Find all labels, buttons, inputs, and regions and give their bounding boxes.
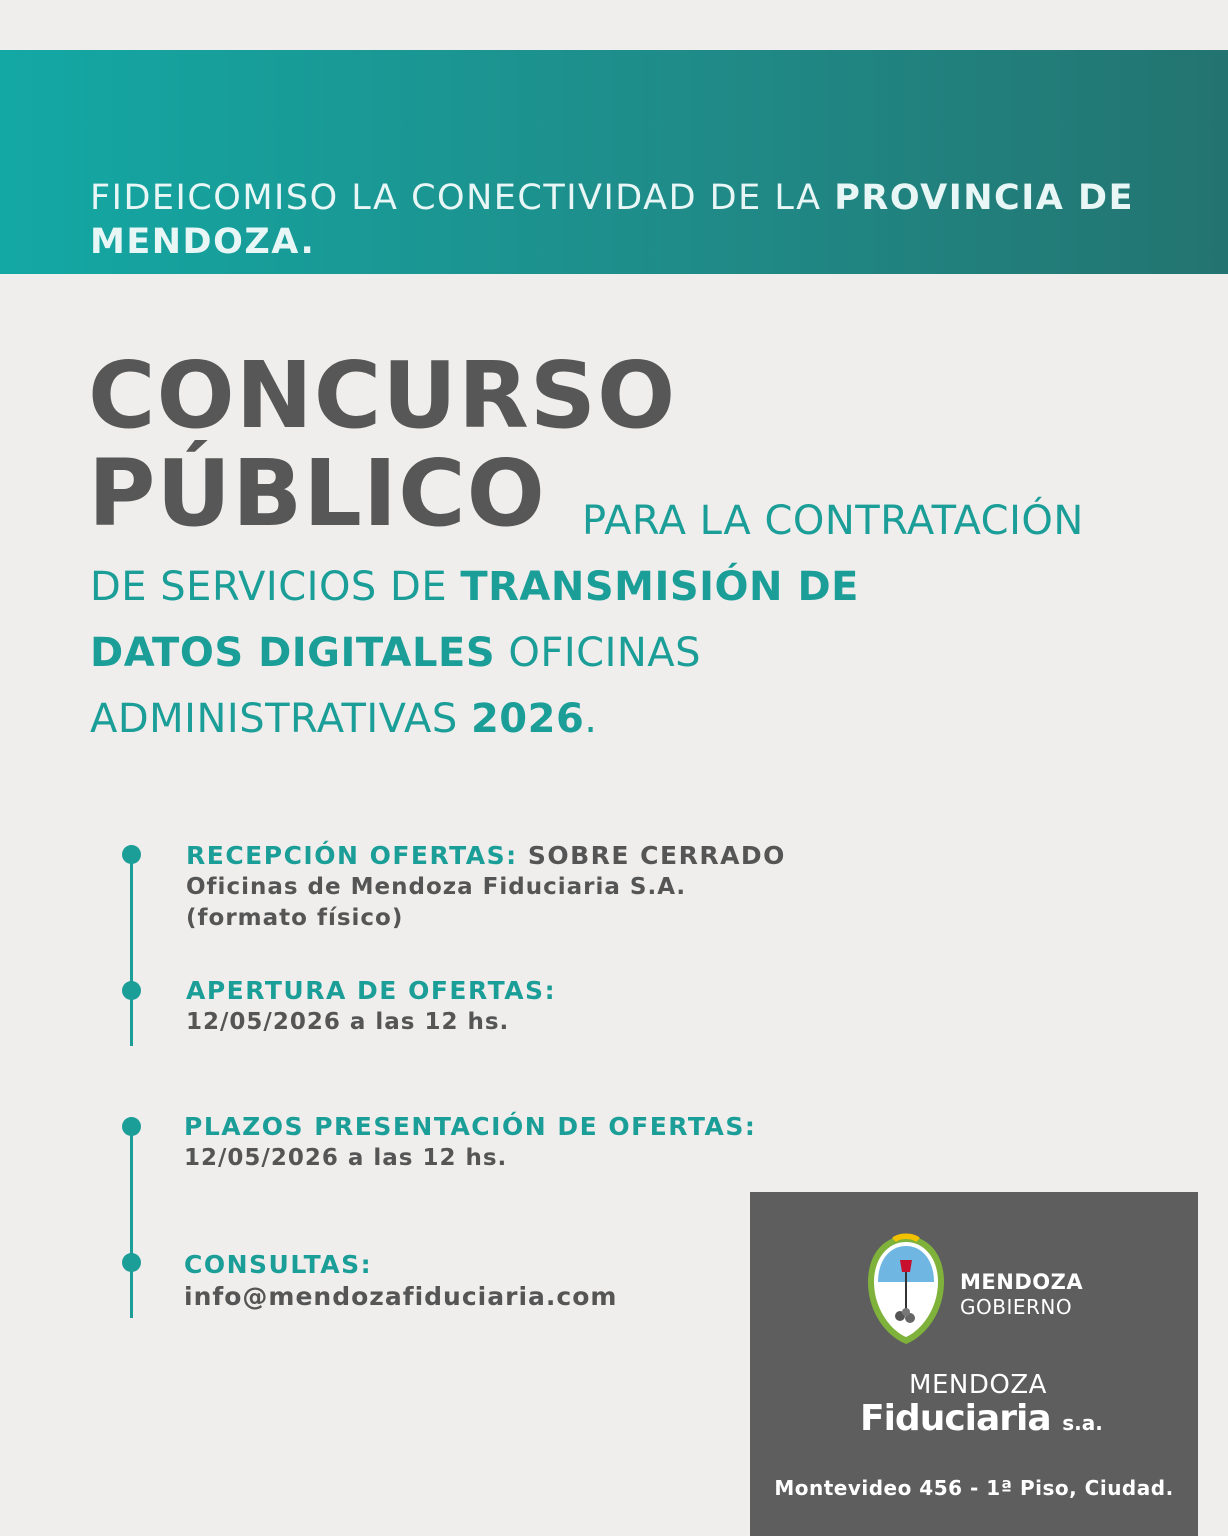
detail-text: (formato físico) [186,905,404,931]
headline-line1: CONCURSO [88,342,677,449]
provincial-seal-icon [866,1232,946,1348]
banner-title: FIDEICOMISO LA CONECTIVIDAD DE LA PROVINCIA DE MENDOZA. [90,178,1134,262]
subheading-line4: ADMINISTRATIVAS 2026. [90,696,598,742]
detail-title: APERTURA DE OFERTAS: [186,976,557,1005]
timeline-dot [122,845,141,864]
detail-deadline [184,1111,824,1174]
detail-text: 12/05/2026 a las 12 hs. [186,1009,510,1035]
detail-title: RECEPCIÓN OFERTAS: SOBRE CERRADO [186,841,786,870]
header-banner [0,50,1228,274]
gov-logo-line2: GOBIERNO [960,1295,1073,1319]
detail-title: CONSULTAS: [184,1250,373,1279]
logo-box [750,1192,1198,1536]
detail-contact [184,1249,824,1312]
fiduciaria-logo-line1: MENDOZA [909,1370,1047,1400]
timeline-dot [122,1117,141,1136]
detail-text: 12/05/2026 a las 12 hs. [184,1145,508,1171]
subheading-line3: DATOS DIGITALES OFICINAS [90,630,702,676]
timeline-line [130,852,133,1046]
address: Montevideo 456 - 1ª Piso, Ciudad. [774,1476,1174,1500]
gov-logo-line1: MENDOZA [960,1270,1084,1294]
timeline-line [130,1124,133,1318]
detail-text: Oficinas de Mendoza Fiduciaria S.A. [186,874,687,900]
headline-line2: PÚBLICO [88,440,546,547]
timeline-dot [122,981,141,1000]
subheading-line2: DE SERVICIOS DE TRANSMISIÓN DE [90,564,859,610]
detail-title: PLAZOS PRESENTACIÓN DE OFERTAS: [184,1112,757,1141]
detail-reception [186,840,826,934]
detail-opening [186,975,826,1038]
fiduciaria-logo-line2: Fiduciaria s.a. [860,1398,1103,1439]
timeline-dot [122,1253,141,1272]
subheading-line1: PARA LA CONTRATACIÓN [582,498,1084,544]
contact-email[interactable]: info@mendozafiduciaria.com [184,1282,618,1311]
